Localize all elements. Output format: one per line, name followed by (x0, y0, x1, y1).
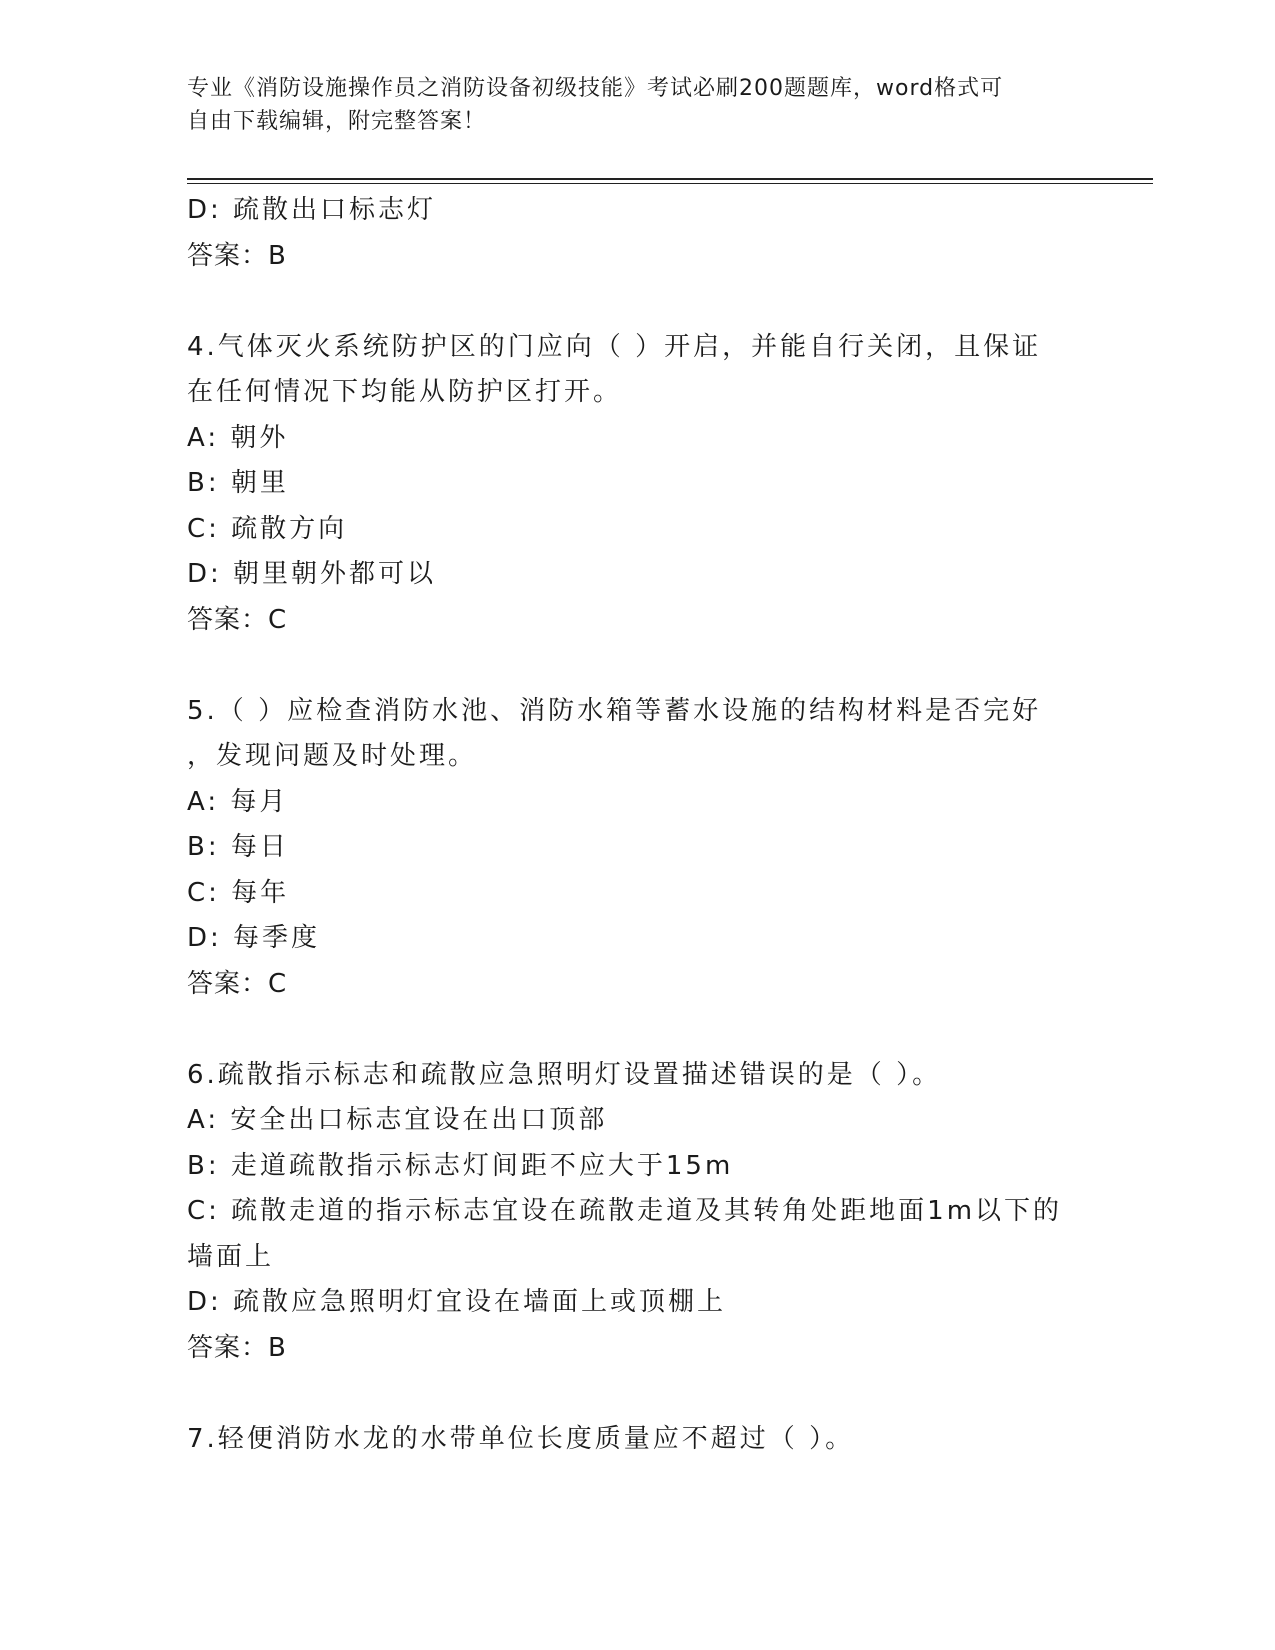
header-line-1: 专业《消防设施操作员之消防设备初级技能》考试必刷200题题库，word格式可 (187, 76, 1004, 101)
header-line-2: 自由下载编辑，附完整答案！ (187, 109, 487, 134)
option-a: A: 朝外 (187, 422, 289, 453)
question-stem: 4.气体灭火系统防护区的门应向（ ）开启，并能自行关闭，且保证 (187, 331, 1042, 362)
question-list (187, 188, 1067, 1462)
question-stem: 7.轻便消防水龙的水带单位长度质量应不超过（ ）。 (187, 1423, 855, 1454)
spacer (187, 643, 1067, 689)
answer: 答案：B (187, 240, 287, 271)
option-c: C: 疏散方向 (187, 513, 348, 544)
question-7 (187, 1417, 1067, 1463)
option-c-cont: 墙面上 (187, 1241, 275, 1272)
option-c: C: 每年 (187, 877, 290, 908)
spacer (187, 279, 1067, 325)
answer: 答案：C (187, 968, 288, 999)
option-b: B: 朝里 (187, 468, 289, 498)
header-rule-thin (187, 183, 1153, 184)
option-d: D: 每季度 (187, 923, 321, 953)
question-stem-cont: ，发现问题及时处理。 (187, 741, 478, 771)
option-d: D: 疏散应急照明灯宜设在墙面上或顶棚上 (187, 1287, 727, 1317)
answer: 答案：C (187, 604, 288, 635)
question-stem: 5.（ ）应检查消防水池、消防水箱等蓄水设施的结构材料是否完好 (187, 695, 1042, 726)
document-header (187, 72, 1067, 138)
option-d: D: 疏散出口标志灯 (187, 195, 437, 225)
spacer (187, 1007, 1067, 1053)
option-b: B: 走道疏散指示标志灯间距不应大于15m (187, 1150, 734, 1181)
previous-question-tail (187, 188, 1067, 279)
question-6 (187, 1053, 1067, 1372)
answer: 答案：B (187, 1332, 287, 1363)
option-b: B: 每日 (187, 832, 289, 862)
option-a: A: 每月 (187, 786, 289, 817)
spacer (187, 1371, 1067, 1417)
question-4 (187, 325, 1067, 644)
header-rule-thick (187, 178, 1153, 180)
question-5 (187, 689, 1067, 1008)
question-stem-cont: 在任何情况下均能从防护区打开。 (187, 377, 623, 407)
option-c: C: 疏散走道的指示标志宜设在疏散走道及其转角处距地面1m以下的 (187, 1196, 1063, 1226)
option-a: A: 安全出口标志宜设在出口顶部 (187, 1105, 608, 1135)
option-d: D: 朝里朝外都可以 (187, 559, 437, 589)
question-stem: 6.疏散指示标志和疏散应急照明灯设置描述错误的是（ ）。 (187, 1059, 942, 1090)
